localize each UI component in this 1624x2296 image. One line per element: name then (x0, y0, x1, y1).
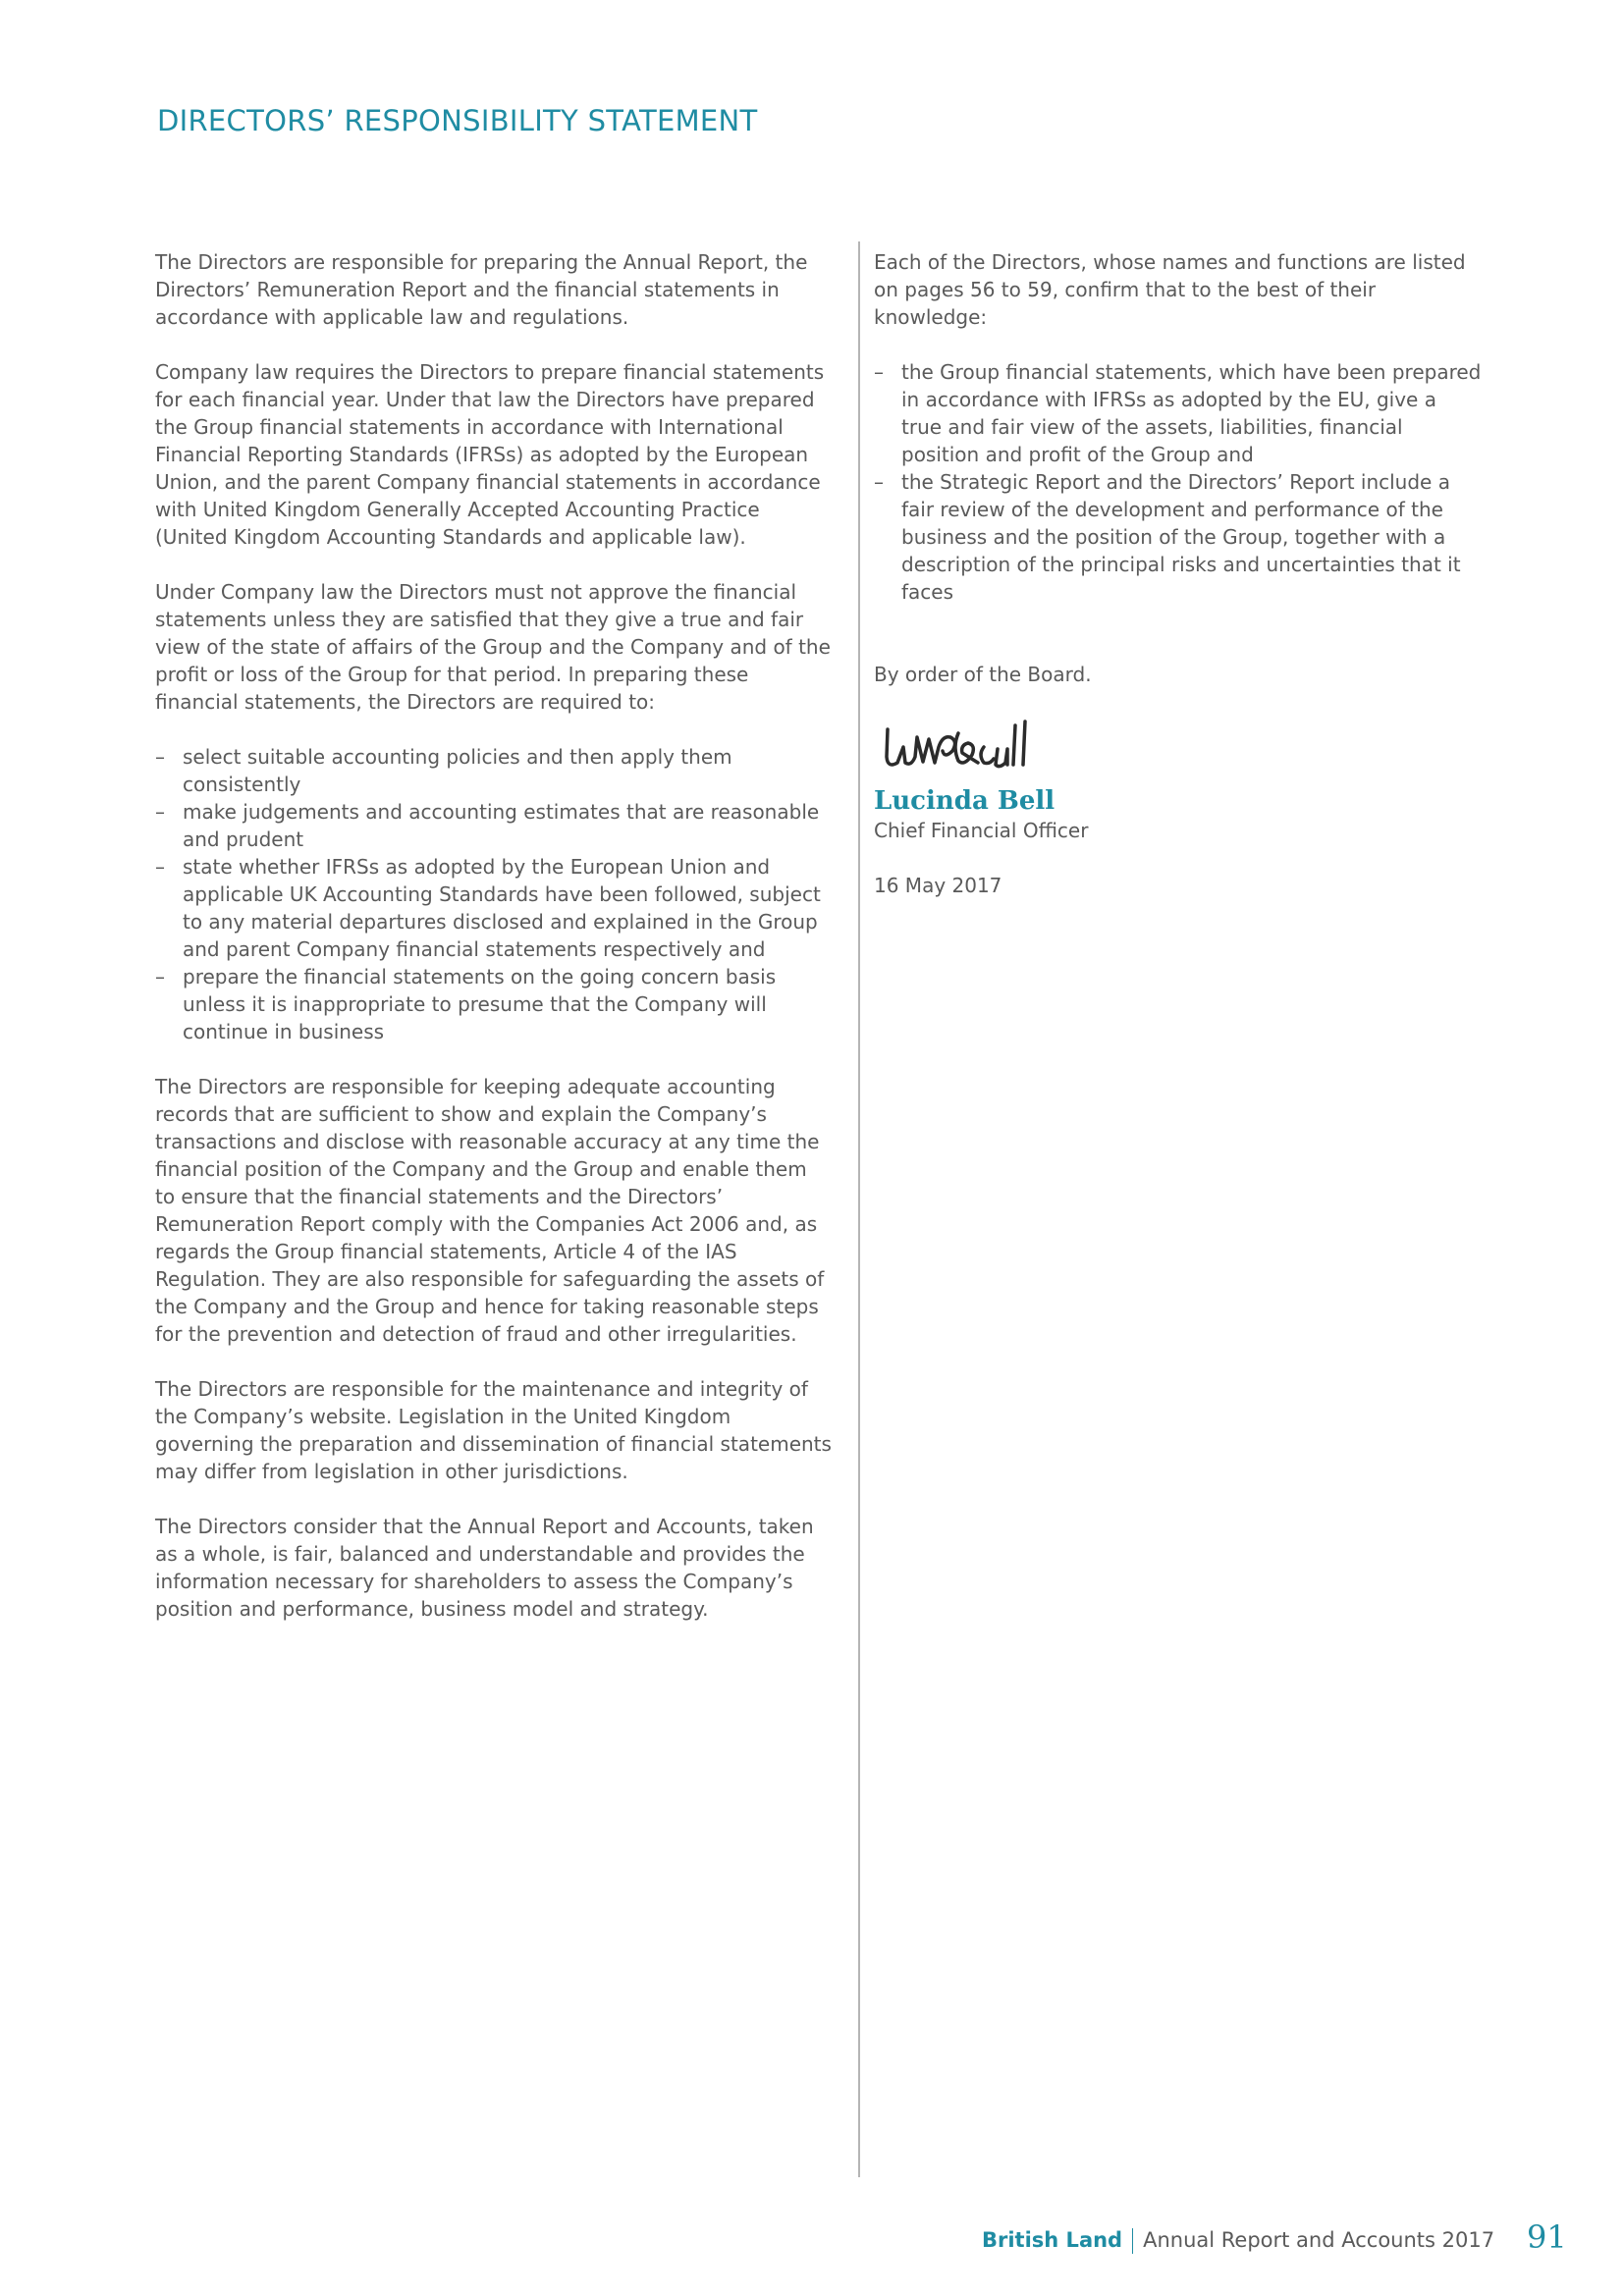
list-item: – state whether IFRSs as adopted by the European Union and applicable UK Accounting Standards have been followed, subject to any material departures disclosed and explained in the Group and parent Company financial statements respectively and (155, 853, 833, 963)
signature-date: 16 May 2017 (874, 874, 1002, 897)
left-column (155, 248, 833, 1650)
page-title: DIRECTORS’ RESPONSIBILITY STATEMENT (157, 104, 758, 137)
paragraph: Each of the Directors, whose names and functions are listed on pages 56 to 59, confirm that to the best of their knowledge: (874, 250, 1466, 329)
list-item: – the Strategic Report and the Directors’ Report include a fair review of the development and performance of the business and the position of the Group, together with a description of the principal risks and uncertainties that it faces (874, 468, 1483, 606)
list-item: – the Group financial statements, which have been prepared in accordance with IFRSs as adopted by the EU, give a true and fair view of the assets, liabilities, financial position and profit of the Group and (874, 358, 1483, 468)
signer-name: Lucinda Bell (874, 786, 1056, 816)
confirmation-list (874, 358, 1483, 606)
paragraph: The Directors consider that the Annual Report and Accounts, taken as a whole, is fair, balanced and understandable and provides the information necessary for shareholders to assess the Company’s position and performance, business model and strategy. (155, 1515, 814, 1621)
paragraph: The Directors are responsible for preparing the Annual Report, the Directors’ Remuneration Report and the financial statements in accordance with applicable law and regulations. (155, 250, 808, 329)
requirements-list (155, 743, 833, 1045)
list-item: – select suitable accounting policies and then apply them consistently (155, 743, 833, 798)
list-item: – make judgements and accounting estimates that are reasonable and prudent (155, 798, 833, 853)
paragraph: Company law requires the Directors to prepare financial statements for each financial year. Under that law the Directors have prepared the Group financial statements in accordance with International Financial Reporting Standards (IFRSs) as adopted by the European Union, and the parent Company financial statements in accordance with United Kingdom Generally Accepted Accounting Practice (United Kingdom Accounting Standards and applicable law). (155, 360, 825, 549)
list-item: – prepare the financial statements on the going concern basis unless it is inappropriate to presume that the Company will continue in business (155, 963, 833, 1045)
paragraph: The Directors are responsible for keeping adequate accounting records that are sufficient to show and explain the Company’s transactions and disclose with reasonable accuracy at any time the financial position of the Company and the Group and enable them to ensure that the financial statements and the Directors’ Remuneration Report comply with the Companies Act 2006 and, as regards the Group financial statements, Article 4 of the IAS Regulation. They are also responsible for safeguarding the assets of the Company and the Group and hence for taking reasonable steps for the prevention and detection of fraud and other irregularities. (155, 1075, 825, 1346)
footer (982, 2228, 1494, 2254)
paragraph: Under Company law the Directors must not approve the financial statements unless they are satisfied that they give a true and fair view of the state of affairs of the Group and the Company and of the profit or loss of the Group for that period. In preparing these financial statements, the Directors are required to: (155, 580, 831, 714)
footer-brand: British Land (982, 2228, 1123, 2252)
paragraph: The Directors are responsible for the maintenance and integrity of the Company’s website. Legislation in the United Kingdom governing the preparation and dissemination of financial statements may differ from legislation in other jurisdictions. (155, 1377, 832, 1483)
column-divider (858, 241, 860, 2177)
signer-role: Chief Financial Officer (874, 819, 1089, 842)
footer-publication: Annual Report and Accounts 2017 (1143, 2228, 1495, 2252)
board-order: By order of the Board. (874, 663, 1092, 686)
signature-icon (882, 708, 1483, 781)
page-number: 91 (1527, 2218, 1567, 2256)
right-column (874, 248, 1483, 927)
footer-separator (1132, 2228, 1133, 2254)
